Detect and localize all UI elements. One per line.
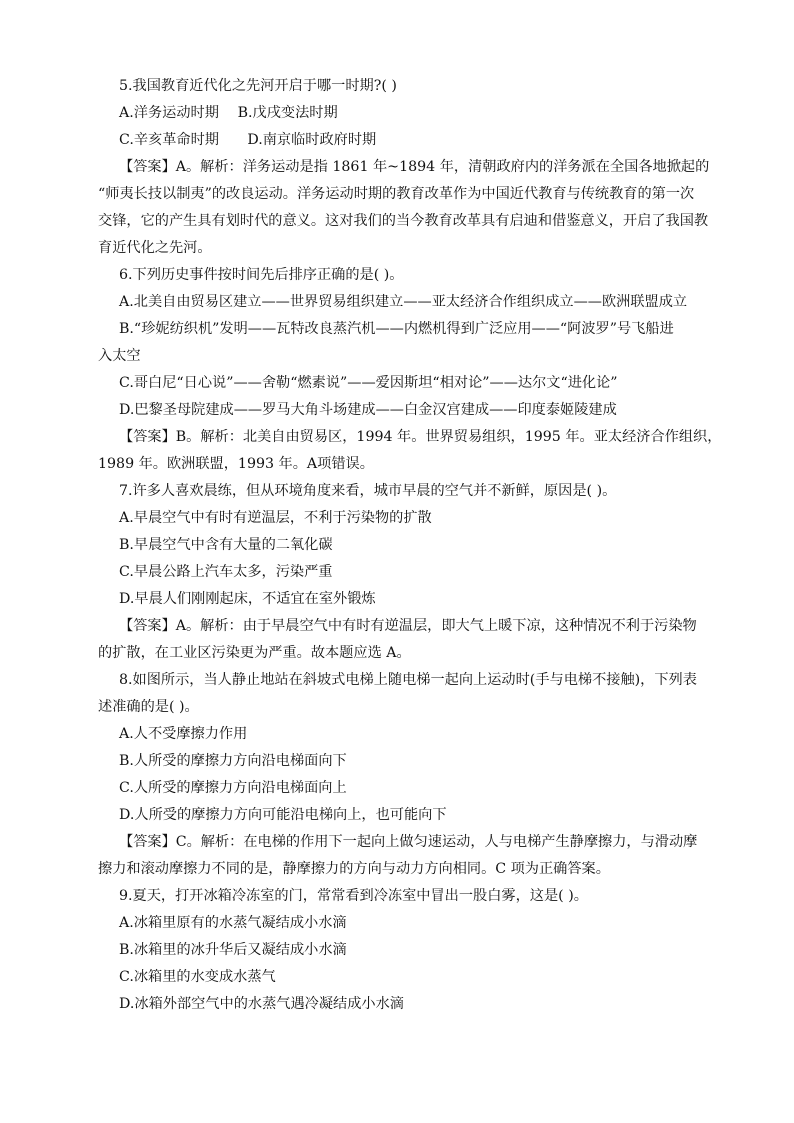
question-stem: 述准确的是( )。 — [98, 699, 199, 715]
answer-option: 入太空 — [98, 348, 141, 364]
question-block — [98, 73, 710, 262]
answer-option: D.早晨人们刚刚起床，不适宜在室外锻炼 — [119, 591, 376, 607]
answer-explanation: 的扩散，在工业区污染更为严重。故本题应选 A。 — [98, 645, 411, 661]
question-stem: 5.我国教育近代化之先河开启于哪一时期?( ) — [119, 78, 397, 94]
answer-explanation: 擦力和滚动摩擦力不同的是，静摩擦力的方向与动力方向相同。C 项为正确答案。 — [98, 861, 610, 877]
answer-option: A.北美自由贸易区建立——世界贸易组织建立——亚太经济合作组织成立——欧洲联盟成立 — [119, 294, 688, 310]
question-stem: 9.夏天，打开冰箱冷冻室的门，常常看到冷冻室中冒出一股白雾，这是( )。 — [119, 888, 588, 904]
answer-option: C.早晨公路上汽车太多，污染严重 — [119, 564, 333, 580]
answer-option: B.人所受的摩擦力方向沿电梯面向下 — [119, 753, 347, 769]
answer-option: B.冰箱里的冰升华后又凝结成小水滴 — [119, 942, 347, 958]
answer-option: A.人不受摩擦力作用 — [119, 726, 248, 742]
answer-option: D.冰箱外部空气中的水蒸气遇冷凝结成小水滴 — [119, 996, 404, 1012]
answer-option: A.冰箱里原有的水蒸气凝结成小水滴 — [119, 915, 347, 931]
question-block — [98, 667, 698, 883]
answer-option: A.洋务运动时期 B.戊戌变法时期 — [119, 105, 338, 121]
answer-explanation: 1989 年。欧洲联盟，1993 年。A项错误。 — [98, 456, 374, 472]
question-block — [98, 262, 722, 478]
answer-option: B.“珍妮纺织机”发明——瓦特改良蒸汽机——内燃机得到广泛应用——“阿波罗”号飞船进 — [119, 321, 674, 337]
question-block — [98, 883, 698, 1018]
question-stem: 8.如图所示，当人静止地站在斜坡式电梯上随电梯一起向上运动时(手与电梯不接触)，下列表 — [119, 672, 697, 688]
answer-option: C.哥白尼“日心说”——舍勒“燃素说”——爱因斯坦“相对论”——达尔文“进化论” — [119, 375, 618, 391]
question-stem: 6.下列历史事件按时间先后排序正确的是( )。 — [119, 267, 404, 283]
answer-explanation: 【答案】C。解析：在电梯的作用下一起向上做匀速运动，人与电梯产生静摩擦力，与滑动摩 — [119, 834, 698, 850]
question-list — [98, 73, 722, 1018]
answer-option: C.辛亥革命时期 D.南京临时政府时期 — [119, 132, 377, 148]
answer-explanation: 【答案】A。解析：由于早晨空气中有时有逆温层，即大气上暖下凉，这种情况不利于污染物 — [119, 618, 697, 634]
answer-explanation: 【答案】A。解析：洋务运动是指 1861 年~1894 年，清朝政府内的洋务派在全国各地掀起的 — [119, 159, 710, 175]
answer-option: D.巴黎圣母院建成——罗马大角斗场建成——白金汉宫建成——印度泰姬陵建成 — [119, 402, 617, 418]
answer-option: B.早晨空气中含有大量的二氧化碳 — [119, 537, 333, 553]
answer-option: A.早晨空气中有时有逆温层，不利于污染物的扩散 — [119, 510, 432, 526]
answer-explanation: 育近代化之先河。 — [98, 240, 212, 256]
answer-explanation: 【答案】B。解析：北美自由贸易区，1994 年。世界贸易组织，1995 年。亚太经济合作组织， — [119, 429, 722, 445]
answer-option: C.冰箱里的水变成水蒸气 — [119, 969, 276, 985]
answer-option: D.人所受的摩擦力方向可能沿电梯向上，也可能向下 — [119, 807, 447, 823]
question-stem: 7.许多人喜欢晨练，但从环境角度来看，城市早晨的空气并不新鲜，原因是( )。 — [119, 483, 617, 499]
answer-explanation: 交锋，它的产生具有划时代的意义。这对我们的当今教育改革具有启迪和借鉴意义，开启了我国教 — [98, 213, 709, 229]
answer-option: C.人所受的摩擦力方向沿电梯面向上 — [119, 780, 347, 796]
question-block — [98, 478, 698, 667]
answer-explanation: “师夷长技以制夷”的改良运动。洋务运动时期的教育改革作为中国近代教育与传统教育的第一次 — [98, 186, 695, 202]
